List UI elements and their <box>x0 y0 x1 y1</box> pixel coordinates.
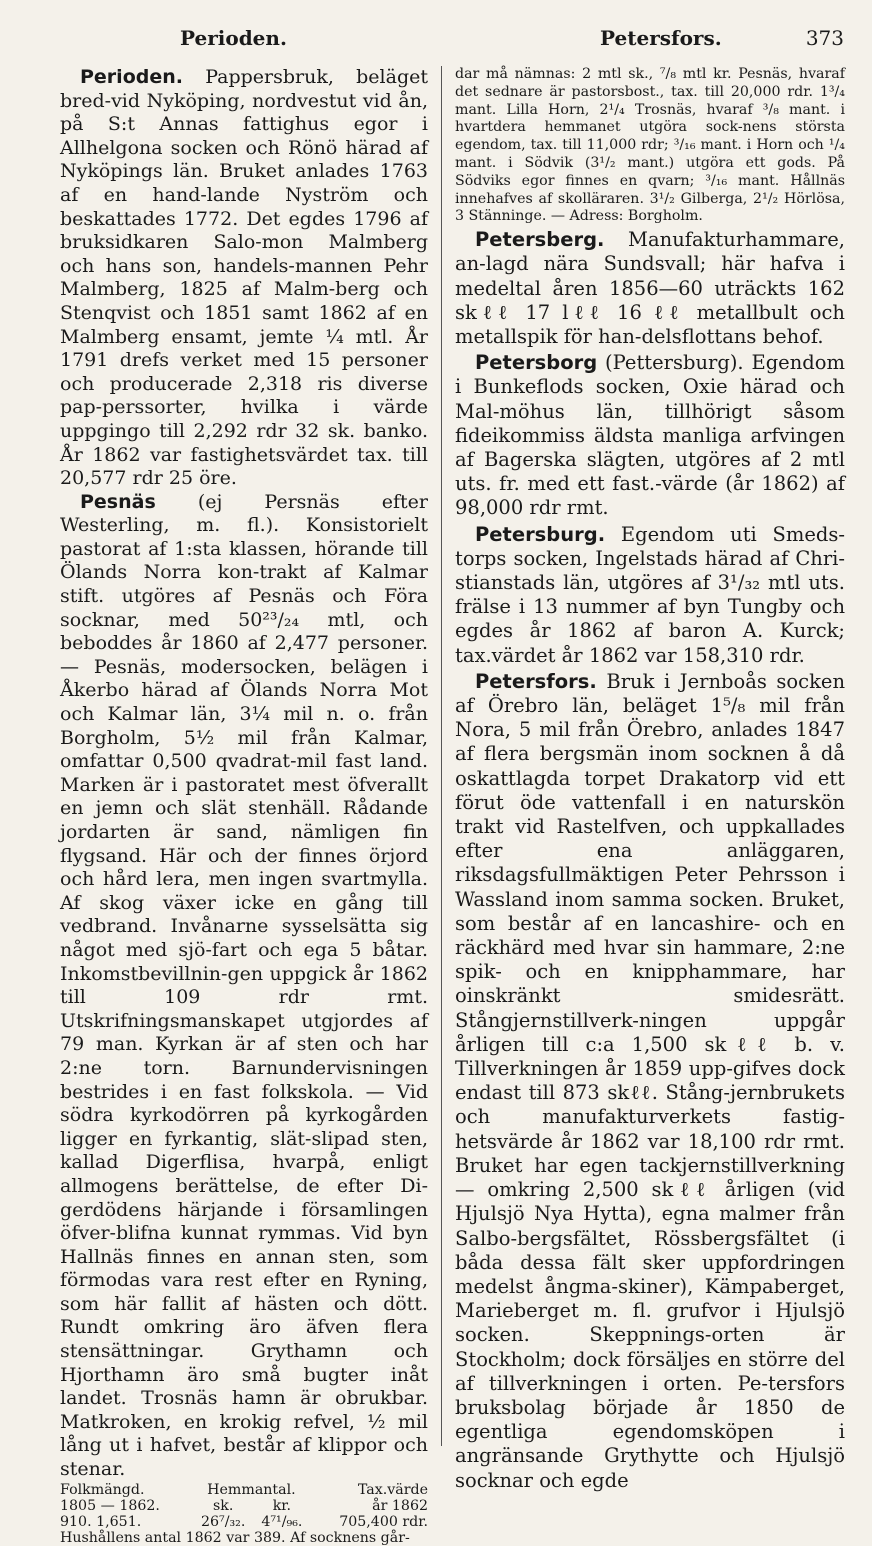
entry-text: Manufakturhammare, an-lagd nära Sundsvall; här hafva i medeltal åren 1856—60 uträckts 162 skℓℓ 17 lℓℓ 16 ℓℓ metallbult och metallspik för han-delsflottans behof. <box>455 228 845 348</box>
stat-value: 705,400 rdr. <box>339 1513 428 1530</box>
table-row <box>60 1514 428 1530</box>
stat-header: Tax.värde <box>357 1481 428 1498</box>
entry-heading: Petersburg. <box>475 522 606 546</box>
entry-perioden <box>60 66 428 491</box>
entry-pesnas <box>60 491 428 1482</box>
entry-heading: Pesnäs <box>80 490 156 513</box>
stat-header: Folkmängd. <box>60 1481 145 1498</box>
column-divider <box>441 66 442 1446</box>
entry-text: (Pettersburg). Egendom i Bunkeflods socken, Oxie härad och Mal-möhus län, tillhörigt såsom fideikommiss äldsta manliga arfvingen af Bagerska slägten, utgöres af 2 mtl uts. fr. med ett fast.-värde (år 1862) af 98,000 rdr rmt. <box>455 351 845 520</box>
table-row <box>60 1498 428 1514</box>
statistics-table <box>60 1482 428 1546</box>
stat-header: Hemmantal. <box>207 1481 296 1498</box>
stat-subheader: år 1862 <box>372 1497 428 1514</box>
stat-subheader: sk. <box>212 1497 234 1514</box>
page-header <box>60 26 844 54</box>
right-column <box>455 66 845 1493</box>
entry-heading: Petersfors. <box>475 669 597 693</box>
entry-continuation: dar må nämnas: 2 mtl sk., ⁷/₈ mtl kr. Pesnäs, hvaraf det sednare är pastorsbost., tax. till 20,000 rdr. 1³/₄ mant. Lilla Horn, 2¹/₄ Trosnäs, hvaraf ³/₈ mant. i hvartdera hemmanet utgöra sock-nens största egendom, tax. till 11,000 rdr; ³/₁₆ mant. i Horn och ¹/₄ mant. i Södvik (3¹/₂ mant.) utgöra ett gods. På Södviks egor finnes en qvarn; ³/₁₆ mant. Hållnäs innehafves af skolläraren. 3¹/₂ Gilberga, 2¹/₂ Hörlösa, 3 Stänninge. — Adress: Borgholm. <box>455 66 845 225</box>
stat-subheader: kr. <box>272 1497 292 1514</box>
entry-heading: Petersborg <box>475 351 598 375</box>
entry-petersberg <box>455 228 845 349</box>
stat-subheader: 1805 — 1862. <box>60 1497 160 1514</box>
page-number: 373 <box>805 26 844 50</box>
entry-petersburg <box>455 523 845 668</box>
stat-value <box>60 1514 193 1530</box>
table-row <box>60 1482 428 1498</box>
entry-petersborg <box>455 351 845 520</box>
stat-value: 26⁷/₃₂. <box>200 1513 246 1530</box>
left-column <box>60 66 428 1546</box>
entry-text: (ej Persnäs efter Westerling, m. fl.). Konsistorielt pastorat af 1:sta klassen, hörande till Ölands Norra kon-trakt af Kalmar stift. utgöres af Pesnäs och Föra socknar, med 50²³/₂₄ mtl, och beboddes år 1860 af 2,477 personer. — Pesnäs, modersocken, belägen i Åkerbo härad af Ölands Norra Mot och Kalmar län, 3¼ mil n. o. från Borgholm, 5½ mil från Kalmar, omfattar 0,500 qvadrat-mil fast land. Marken är i pastoratet mest öfverallt en jemn och slät stenhäll. Rådande jordarten är sand, nämligen fin flygsand. Här och der finnes örjord och hård lera, men ingen svartmylla. Af skog växer icke en gång till vedbrand. Invånarne sysselsätta sig något med sjö-fart och ega 5 båtar. Inkomstbevillnin-gen uppgick år 1862 till 109 rdr rmt. Utskrifningsmanskapet utgjordes af 79 man. Kyrkan är af sten och har 2:ne torn. Barnundervisningen bestrides i en fast folkskola. — Vid södra kyrkodörren på kyrkogården ligger en fyrkantig, slät-slipad sten, kallad Digerflisa, hvarpå, enligt allmogens berättelse, de efter Di-gerdödens härjande i församlingen öfver-blifna kunnat rymmas. Vid byn Hallnäs finnes en annan sten, som förmodas vara rest efter en Ryning, som här fallit af hästen och dött. Rundt omkring äro äfven flera stensättningar. Grythamn och Hjorthamn äro små bugter inåt landet. Trosnäs hamn är obrukbar. Matkroken, en krokig refvel, ½ mil lång ut i hafvet, består af klippor och stenar. <box>60 490 428 1481</box>
entry-petersfors <box>455 670 845 1493</box>
entry-text: Pappersbruk, beläget bred-vid Nyköping, nordvestut vid ån, på S:t Annas fattighus egor i Allhelgona socken och Rönö härad af Nyköpings län. Bruket anlades 1763 af en hand-lande Nyström och beskattades 1772. Det egdes 1796 af bruksidkaren Salo-mon Malmberg och hans son, handels-mannen Pehr Malmberg, 1825 af Malm-berg och Stenqvist och 1851 samt 1862 af en Malmberg ensamt, jemte ¼ mtl. År 1791 drefs verket med 15 personer och producerade 2,318 ris diverse pap-perssorter, hvilka i värde uppgingo till 2,292 rdr 32 sk. banko. År 1862 var fastighetsvärdet tax. till 20,577 rdr 25 öre. <box>60 66 428 490</box>
entry-heading: Perioden. <box>80 66 183 88</box>
header-right-title: Petersfors. <box>600 26 722 50</box>
stat-value: 4⁷¹/₉₆. <box>261 1513 303 1530</box>
entry-text: Egendom uti Smeds-torps socken, Ingelstads härad af Chri-stianstads län, utgöres af 3¹/₃₂ mtl uts. frälse i 13 nummer af byn Tungby och egdes år 1862 af baron A. Kurck; tax.värdet år 1862 var 158,310 rdr. <box>455 522 845 667</box>
entry-heading: Petersberg. <box>475 228 605 252</box>
entry-text: Bruk i Jernboås socken af Örebro län, beläget 1⁵/₈ mil från Nora, 5 mil från Örebro, anlades 1847 af flera bergsmän inom socknen å då oskattlagda torpet Drakatorp vid ett förut öde vattenfall i en naturskön trakt vid Rastelfven, och uppkallades efter ena anläggaren, riksdagsfullmäktigen Peter Pehrsson i Wassland inom samma socken. Bruket, som består af en lancashire- och en räckhärd med hvar sin hammare, 2:ne spik- och en knipphammare, har oinskränkt smidesrätt. Stångjernstillverk-ningen uppgår årligen till c:a 1,500 skℓℓ b. v. Tillverkningen år 1859 upp-gifves dock endast till 873 skℓℓ. Stång-jernbrukets och manufakturverkets fastig-hetsvärde år 1862 var 18,100 rdr rmt. Bruket har egen tackjernstillverkning — omkring 2,500 skℓℓ årligen (vid Hjulsjö Nya Hytta), egna malmer från Salbo-bergsfältet, Rössbergsfältet (i båda dessa fält sker uppfordringen medelst ångma-skiner), Kämpaberget, Marieberget m. fl. grufvor i Hjulsjö socken. Skeppnings-orten är Stockholm; dock försäljes en större del af tillverkningen i orten. Pe-tersfors bruksbolag började år 1850 de egentliga egendomsköpen i angränsande Grythytte och Hjulsjö socknar och egde <box>455 669 845 1492</box>
stat-value-1805: 910. <box>60 1513 92 1530</box>
header-left-title: Perioden. <box>180 26 287 50</box>
stat-value-1862: 1,651. <box>96 1513 142 1530</box>
stats-footnote: Hushållens antal 1862 var 389. Af socknens går- <box>60 1529 410 1546</box>
